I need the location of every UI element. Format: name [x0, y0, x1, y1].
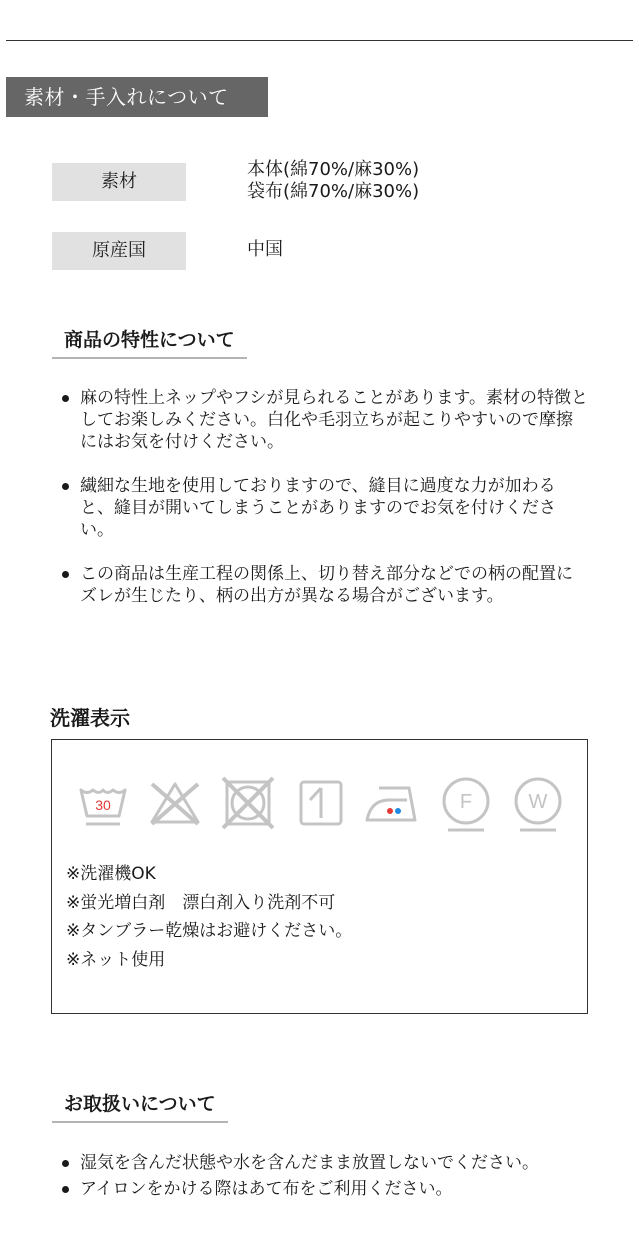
washing-note: ※洗濯機OK	[66, 864, 156, 884]
material-body: 本体(綿70%/麻30%)	[247, 159, 420, 180]
spec-label-origin: 原産国	[52, 232, 186, 270]
wash-temp: 30	[95, 797, 111, 813]
handling-list	[58, 1152, 588, 1204]
spec-label-material: 素材	[52, 163, 186, 201]
list-item: この商品は生産工程の関係上、切り替え部分などでの柄の配置にズレが生じたり、柄の出方が異なる場合がございます。	[58, 563, 588, 607]
washing-box	[51, 739, 588, 1014]
origin-country: 中国	[247, 239, 283, 260]
spec-value-material	[247, 159, 419, 203]
list-item: 繊細な生地を使用しておりますので、縫目に過度な力が加わると、縫目が開いてしまうことがありますのでお気を付けください。	[58, 475, 588, 541]
dry-clean-f-icon	[438, 776, 494, 834]
wash-30-icon	[78, 776, 128, 832]
characteristics-title: 商品の特性について	[52, 327, 247, 359]
iron-dot-blue	[395, 808, 401, 814]
dry-clean-letter: F	[459, 791, 473, 813]
no-bleach-icon	[148, 776, 202, 832]
washing-note: ※タンブラー乾燥はお避けください。	[66, 921, 353, 941]
wet-clean-letter: W	[528, 791, 548, 813]
list-item: 湿気を含んだ状態や水を含んだまま放置しないでください。	[58, 1152, 588, 1174]
spec-value-origin	[247, 239, 283, 261]
line-dry-icon	[296, 776, 346, 832]
washing-notes	[66, 860, 352, 974]
washing-note: ※ネット使用	[66, 949, 166, 970]
iron-dot-red	[387, 808, 393, 814]
list-item: 麻の特性上ネップやフシが見られることがあります。素材の特徴としてお楽しみください。白化や毛羽立ちが起こりやすいので摩擦にはお気を付けください。	[58, 387, 588, 453]
characteristics-list	[58, 387, 588, 629]
washing-note: ※蛍光増白剤 漂白剤入り洗剤不可	[66, 892, 336, 913]
top-divider	[6, 40, 633, 41]
list-item: アイロンをかける際はあて布をご利用ください。	[58, 1178, 588, 1200]
washing-title: 洗濯表示	[50, 706, 130, 730]
no-tumble-dry-icon	[221, 776, 275, 832]
iron-icon	[363, 776, 423, 832]
material-pocket: 袋布(綿70%/麻30%)	[247, 181, 420, 202]
section-header: 素材・手入れについて	[6, 77, 268, 117]
handling-title: お取扱いについて	[52, 1091, 228, 1123]
care-icons	[78, 776, 568, 836]
wet-clean-w-icon	[510, 776, 566, 834]
